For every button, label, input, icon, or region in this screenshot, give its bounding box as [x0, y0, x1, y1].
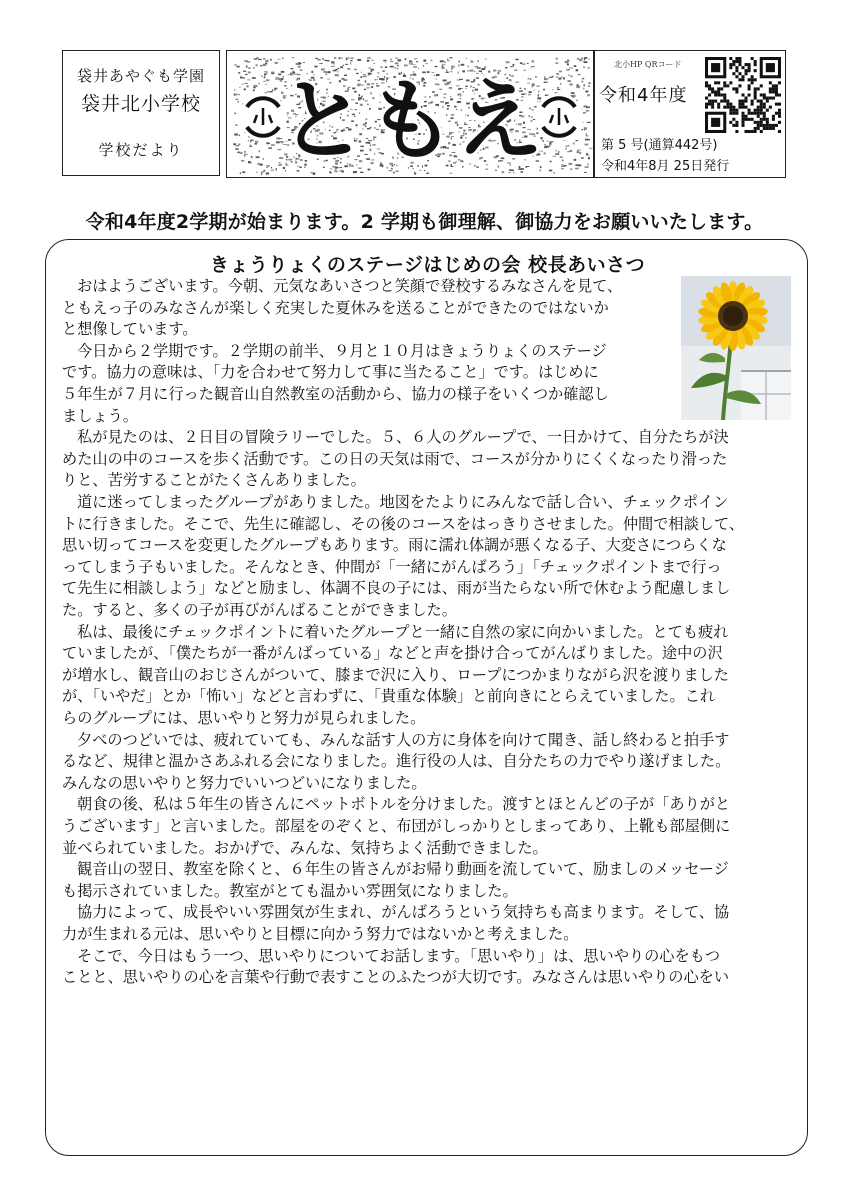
article-line: ５年生が７月に行った観音山自然教室の活動から、協力の様子をいくつか確認し: [62, 385, 609, 403]
article-line: です。協力の意味は、「力を合わせて努力して事に当たること」です。はじめに: [62, 363, 599, 382]
qr-label: 北小HP QRコード: [614, 60, 682, 69]
article-line: めた山の中のコースを歩く活動です。この日の天気は雨で、コースが分かりにくくなったり滑った: [62, 449, 728, 468]
article-line: らのグループには、思いやりと努力が見られました。: [62, 709, 426, 727]
article-line: 力が生まれる元は、思いやりと目標に向かう努力ではないかと考えました。: [62, 925, 579, 943]
article-line: うございます」と言いました。部屋をのぞくと、布団がしっかりとしまってあり、上靴も部屋側に: [62, 817, 731, 835]
article-line: が増水し、観音山のおじさんがついて、膝まで沢に入り、ロープにつかまりながら沢を渡りました: [62, 665, 729, 684]
page-headline: 令和4年度2学期が始まります。2 学期も御理解、御協力をお願いいたします。: [85, 211, 764, 233]
article-line: 夕べのつどいでは、疲れていても、みんな話す人の方に身体を向けて聞き、話し終わると拍手す: [77, 730, 730, 749]
article-line: 私が見たのは、２日目の冒険ラリーでした。５、６人のグループで、一日かけて、自分たちが決: [77, 428, 729, 447]
article-line: ていましたが、「僕たちが一番がんばっている」などと声を掛け合ってがんばりました。途中の沢: [62, 644, 723, 663]
article-line: ことと、思いやりの心を言葉や行動で表すことのふたつが大切です。みなさんは思いやりの心をい: [62, 968, 730, 987]
article-line: た。すると、多くの子が再びがんばることができました。: [62, 601, 457, 619]
article-line: おはようございます。今朝、元気なあいさつと笑顔で登校するみなさんを見て、: [77, 277, 623, 295]
fiscal-year: 令和4年度: [599, 85, 688, 106]
issue-number: 第 5 号(通算442号): [601, 138, 718, 153]
qr-code-icon[interactable]: [705, 57, 781, 133]
article-line: 今日から２学期です。２学期の前半、９月と１０月はきょうりょくのステージ: [77, 341, 607, 360]
article-line: そこで、今日はもう一つ、思いやりについてお話します。「思いやり」は、思いやりの心をもつ: [77, 946, 721, 965]
article-line: ましょう。: [62, 406, 138, 425]
article-line: て先生に相談しよう」などと励まし、体調不良の子には、雨が当たらない所で休むよう配慮しまし: [62, 579, 731, 598]
article-line: りと、苦労することがたくさんありました。: [62, 471, 366, 490]
issue-info-box: [594, 50, 786, 178]
article-line: 私は、最後にチェックポイントに着いたグループと一緒に自然の家に向かいました。とても疲れ: [77, 622, 729, 641]
article-line: 思い切ってコースを変更したグループもあります。雨に濡れ体調が悪くなる子、大変さにつらくな: [62, 536, 727, 555]
school-info-box: [62, 50, 220, 176]
masthead-banner: [226, 50, 594, 178]
school-name: 袋井北小学校: [80, 93, 201, 115]
sunflower-photo: [681, 276, 791, 420]
masthead-texture: [227, 51, 594, 178]
article-line: 朝食の後、私は５年生の皆さんにペットボトルを分けました。渡すとほとんどの子が「ありがと: [77, 795, 731, 814]
article-line: も掲示されていました。教室がとても温かい雰囲気になりました。: [62, 881, 518, 900]
article-line: 道に迷ってしまったグループがありました。地図をたよりにみんなで話し合い、チェックポイン: [77, 493, 729, 511]
article-line: ってしまう子もいました。そんなとき、仲間が「一緒にがんばろう」「チェックポイントまで行っ: [62, 557, 722, 576]
article-line: 並べられていました。おかげで、みんな、気持ちよく活動できました。: [62, 838, 548, 857]
article-title: きょうりょくのステージはじめの会 校長あいさつ: [209, 254, 646, 276]
newsletter-type: 学校だより: [98, 141, 184, 159]
article-line: 協力によって、成長やいい雰囲気が生まれ、がんばろうという気持ちも高まります。そして、協: [77, 903, 730, 922]
article-line: と想像しています。: [62, 320, 198, 339]
article-line: トに行きました。そこで、先生に確認し、その後のコースをはっきりさせました。仲間で相談して、: [62, 514, 745, 533]
school-emblem-right-icon: [537, 95, 581, 139]
article-line: みんなの思いやりと努力でいいつどいになりました。: [62, 773, 427, 792]
article-line: が、「いやだ」とか「怖い」などと言わずに、「貴重な体験」と前向きにとらえていました。これ: [62, 687, 716, 706]
school-group: 袋井あやぐも学園: [76, 67, 205, 85]
masthead-title-logo: ともえ: [278, 68, 544, 172]
principal-greeting-article: [45, 239, 808, 1156]
article-line: ともえっ子のみなさんが楽しく充実した夏休みを送ることができたのではないか: [62, 298, 609, 317]
article-line: るなど、規律と温かさあふれる会になりました。進行役の人は、自分たちの力でやり遂げました。: [62, 752, 731, 771]
issue-date: 令和4年8月 25日発行: [601, 159, 730, 174]
article-line: 観音山の翌日、教室を除くと、６年生の皆さんがお帰り動画を流していて、励ましのメッセージ: [77, 860, 729, 879]
